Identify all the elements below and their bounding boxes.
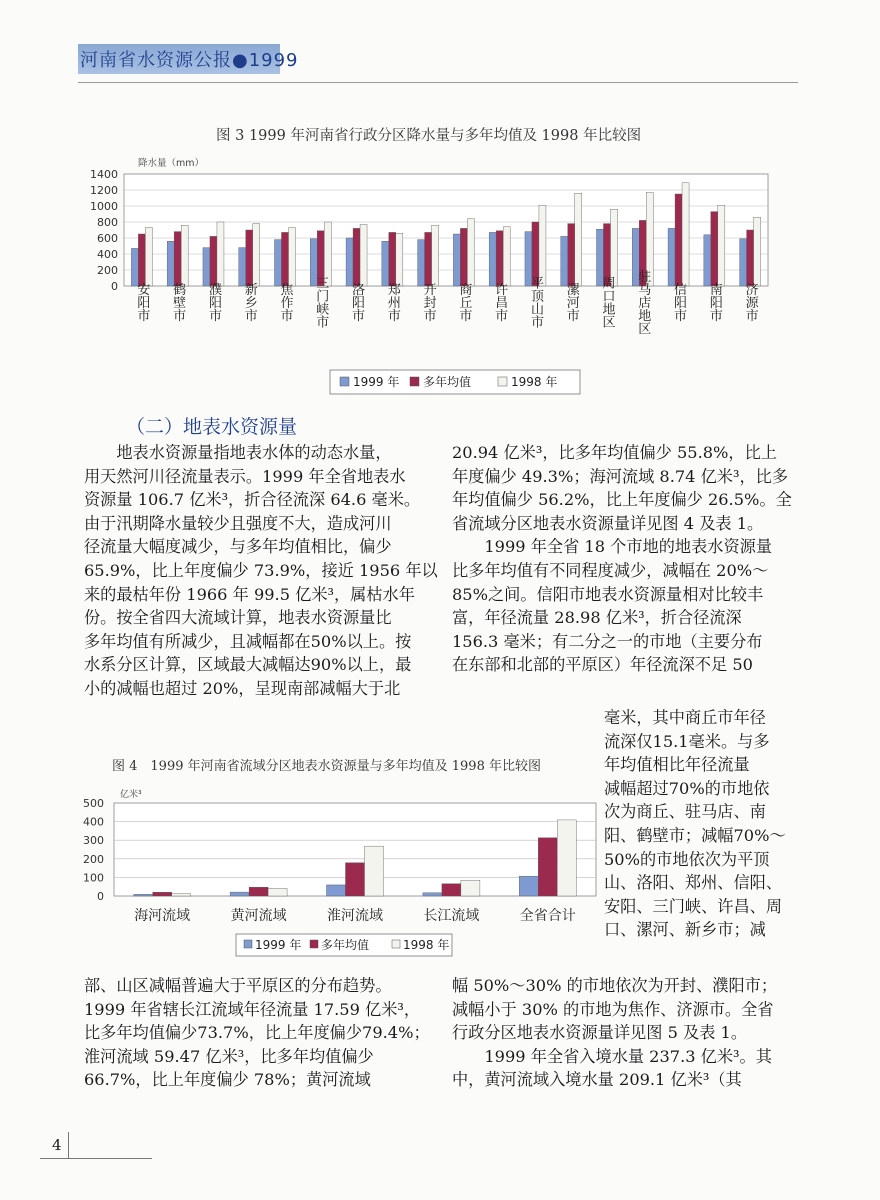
fig4-y-tick-label: 400 [83,815,104,829]
fig3-y-tick-label: 1400 [90,168,118,181]
fig3-y-tick-label: 0 [111,280,118,293]
left-paragraph-line: 径流量大幅度减少，与多年均值相比，偏少 [84,537,392,557]
left-paragraph-line: 由于汛期降水量较少且强度不大，造成河川 [84,513,392,533]
fig4-bar [423,893,442,896]
fig4-legend-label: 多年均值 [321,938,370,952]
narrow-paragraph-line: 阳、鹤壁市；减幅70%～ [604,826,786,845]
bottom-left-paragraph-line: 66.7%，比上年度偏少 78%；黄河流域 [84,1070,371,1090]
fig4-y-tick-label: 100 [83,871,104,885]
fig4-bar [249,887,268,896]
fig4-bar [538,838,557,896]
fig4-x-tick-label: 全省合计 [519,908,576,924]
right-paragraph-line: 省流域分区地表水资源量详见图 4 及表 1。 [452,513,764,533]
fig3-x-tick-label: 漯河市 [563,282,579,322]
left-paragraph-line: 来的最枯年份 1966 年 99.5 亿米³，属枯水年 [84,584,415,604]
left-paragraph-line: 份。按全省四大流域计算，地表水资源量比 [84,608,392,628]
left-paragraph-line: 65.9%，比上年度偏少 73.9%，接近 1956 年以 [84,561,438,580]
fig4-bar [346,863,365,896]
fig4-x-tick-label: 长江流域 [423,908,480,924]
bottom-left-paragraph-line: 部、山区减幅普遍大于平原区的分布趋势。 [84,976,392,995]
fig3-legend-label: 多年均值 [423,375,472,389]
narrow-paragraph-line: 减幅超过70%的市地依 [604,778,770,798]
fig3-y-tick-label: 600 [97,232,118,245]
right-paragraph-line: 富，年径流量 28.98 亿米³，折合径流深 [452,608,742,628]
fig4-x-tick-label: 黄河流域 [230,908,287,924]
fig4-bar [461,880,480,896]
right-paragraph-line: 85%之间。信阳市地表水资源量相对比较丰 [452,584,764,604]
bottom-left-paragraph-line: 1999 年省辖长江流域年径流量 17.59 亿米³， [84,999,421,1019]
fig3-x-tick-label: 洛阳市 [349,282,365,322]
narrow-paragraph-line: 口、漯河、新乡市；减 [604,920,766,940]
fig4-x-tick-label: 淮河流域 [327,908,383,924]
running-header: 河南省水资源公报●1999 [80,50,299,71]
fig3-title: 图 3 1999 年河南省行政分区降水量与多年均值及 1998 年比较图 [216,128,642,144]
fig3-x-tick-label: 濮阳市 [205,282,221,322]
fig4-bar [134,894,153,896]
fig3-legend-label: 1999 年 [353,375,400,389]
narrow-paragraph-line: 山、洛阳、郑州、信阳、 [604,873,783,893]
page-number: 4 [52,1136,62,1154]
bottom-right-paragraph-line: 行政分区地表水资源量详见图 5 及表 1。 [452,1023,748,1043]
bottom-left-paragraph-line: 比多年均值偏少73.7%，比上年度偏少79.4%； [84,1023,430,1043]
fig4-bar [268,888,287,896]
fig4-bar [557,820,576,896]
right-paragraph-line: 比多年均值有不同程度减少，减幅在 20%～ [452,561,769,580]
left-paragraph-line: 资源量 106.7 亿米³，折合径流深 64.6 毫米。 [84,490,421,510]
fig3-legend-label: 1998 年 [511,375,558,389]
right-paragraph-line: 156.3 毫米；有二分之一的市地（主要分布 [452,631,763,651]
right-paragraph-line: 年度偏少 49.3%；海河流域 8.74 亿米³，比多 [452,466,789,486]
narrow-paragraph-line: 年均值相比年径流量 [604,755,750,775]
narrow-paragraph-line: 次为商丘、驻马店、南 [604,802,766,822]
fig3-x-tick-label: 信阳市 [671,282,687,322]
fig4-bar [365,846,384,896]
fig3-x-tick-label: 济源市 [742,282,758,322]
left-paragraph-line: 用天然河川径流量表示。1999 年全省地表水 [84,466,406,486]
bottom-right-paragraph-line: 幅 50%～30% 的市地依次为开封、濮阳市； [452,976,778,995]
fig3-y-axis-label: 降水量（mm） [138,158,205,169]
fig3-x-tick-label: 平顶山市 [527,276,543,328]
right-paragraph-line: 年均值偏少 56.2%，比上年度偏少 26.5%。全 [452,490,792,510]
fig4-legend-swatch [244,940,252,948]
fig4-bar [519,876,538,896]
narrow-paragraph-line: 安阳、三门峡、许昌、周 [604,896,783,916]
left-paragraph-line: 地表水资源量指地表水体的动态水量， [84,443,392,462]
right-paragraph-line: 在东部和北部的平原区）年径流深不足 50 [452,655,753,675]
section-title: （二）地表水资源量 [126,416,298,438]
left-paragraph-line: 小的减幅也超过 20%，呈现南部减幅大于北 [84,679,401,698]
left-paragraph-line: 多年均值有所减少，且减幅都在50%以上。按 [84,631,412,651]
narrow-paragraph-line: 50%的市地依次为平顶 [604,849,770,869]
fig3-x-tick-label: 三门峡市 [313,276,329,328]
narrow-paragraph-line: 毫米，其中商丘市年径 [604,708,766,727]
page-corner-vertical [68,1132,69,1158]
right-paragraph-line: 20.94 亿米³，比多年均值偏少 55.8%，比上 [452,443,777,462]
fig3-y-tick-label: 200 [97,264,118,277]
fig3-y-tick-label: 1200 [90,184,118,197]
fig4-legend-swatch [310,940,318,948]
bottom-right-paragraph-line: 1999 年全省入境水量 237.3 亿米³。其 [452,1046,772,1066]
fig3-y-tick-label: 800 [97,216,118,229]
fig3-x-tick-label: 安阳市 [134,282,150,322]
fig4-bar [230,892,249,896]
fig3-x-tick-label: 南阳市 [706,282,722,322]
fig3-x-tick-label: 许昌市 [492,282,508,322]
fig4-bar [172,894,191,896]
right-paragraph-line: 1999 年全省 18 个市地的地表水资源量 [452,537,773,557]
fig4-bar [442,884,461,896]
fig4-legend-label: 1998 年 [403,938,450,952]
fig4-legend-label: 1999 年 [255,938,302,952]
fig4-legend-swatch [392,940,400,948]
fig3-x-tick-label: 商丘市 [456,282,472,322]
bottom-right-paragraph-line: 中，黄河流域入境水量 209.1 亿米³（其 [452,1070,742,1090]
fig3-y-tick-label: 400 [97,248,118,261]
fig3-x-tick-label: 焦作市 [277,282,293,322]
fig3-x-tick-label: 郑州市 [384,282,400,322]
narrow-paragraph-line: 流深仅15.1毫米。与多 [604,731,770,751]
bottom-left-paragraph-line: 淮河流域 59.47 亿米³，比多年均值偏少 [84,1046,374,1066]
fig4-y-tick-label: 0 [97,890,104,903]
fig4-x-tick-label: 海河流域 [134,908,191,924]
left-paragraph-line: 水系分区计算，区域最大减幅达90%以上，最 [84,655,412,675]
fig4-y-axis-label: 亿米³ [120,790,142,800]
fig4-title: 图 4 1999 年河南省流域分区地表水资源量与多年均值及 1998 年比较图 [112,759,541,774]
fig3-x-tick-label: 开封市 [420,282,436,322]
fig3-x-tick-label: 新乡市 [241,282,257,322]
bottom-right-paragraph-line: 减幅小于 30% 的市地为焦作、济源市。全省 [452,999,774,1019]
fig4-y-tick-label: 500 [83,797,104,810]
page-corner-horizontal [40,1158,152,1159]
fig3-x-tick-label: 驻马店地区 [635,269,651,335]
fig3-y-tick-label: 1000 [90,200,118,213]
fig4-y-tick-label: 200 [83,852,104,866]
fig4-bar [153,892,172,896]
fig3-x-tick-label: 周口地区 [599,276,615,328]
fig4-y-tick-label: 300 [83,834,104,848]
fig4-bar [327,885,346,896]
fig3-x-tick-label: 鹤壁市 [170,282,186,322]
